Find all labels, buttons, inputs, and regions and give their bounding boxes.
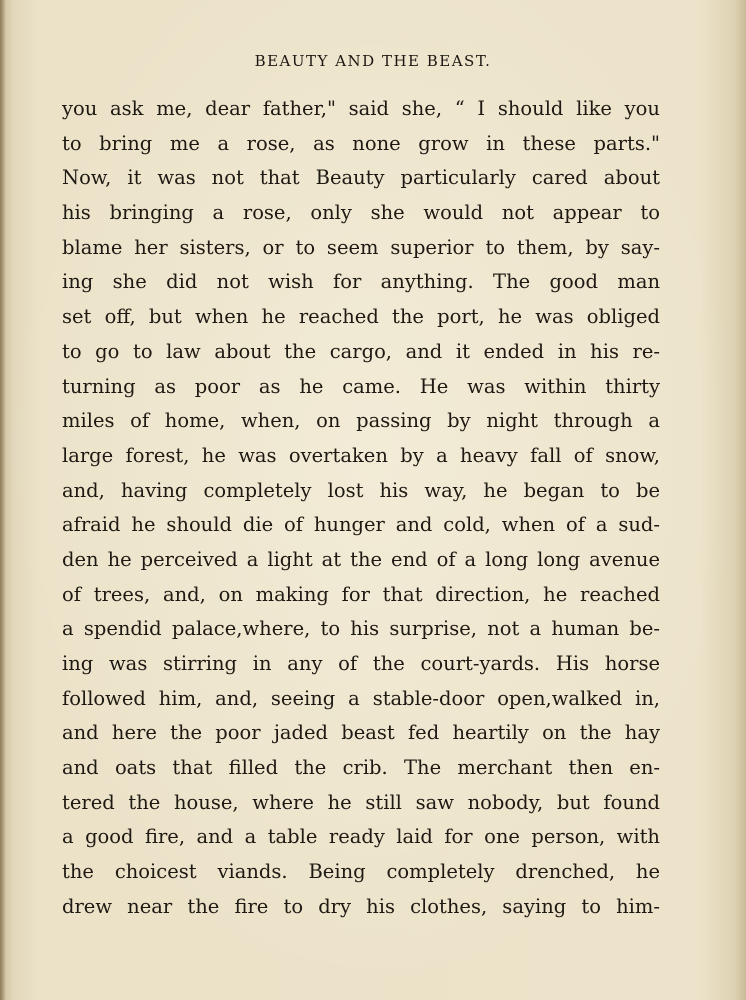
spine-shadow	[0, 0, 6, 1000]
text-line-3: Now, it was not that Beauty particularly cared about	[62, 166, 660, 190]
text-line-22: a good fire, and a table ready laid for one person, with	[62, 825, 660, 849]
text-line-16: a spendid palace,where, to his surprise, not a human be-	[62, 617, 660, 641]
text-line-17: ing was stirring in any of the court-yards. His horse	[62, 652, 660, 675]
text-line-6: ing she did not wish for anything. The good man	[62, 270, 660, 294]
text-line-10: miles of home, when, on passing by night through a	[62, 409, 660, 433]
text-line-2: to bring me a rose, as none grow in these parts."	[62, 131, 660, 155]
text-line-19: and here the poor jaded beast fed heartily on the hay	[62, 721, 660, 745]
text-line-14: den he perceived a light at the end of a long long avenue	[62, 547, 660, 571]
text-line-12: and, having completely lost his way, he began to be	[62, 478, 660, 502]
text-line-15: of trees, and, on making for that direction, he reached	[62, 582, 660, 606]
running-head: BEAUTY AND THE BEAST.	[254, 52, 492, 70]
text-line-1: you ask me, dear father," said she, “ I should like you	[62, 97, 660, 120]
text-line-23: the choicest viands. Being completely drenched, he	[62, 860, 660, 884]
text-line-8: to go to law about the cargo, and it ended in his re-	[62, 339, 660, 363]
text-line-7: set off, but when he reached the port, he was obliged	[62, 305, 660, 329]
text-line-11: large forest, he was overtaken by a heavy fall of snow,	[62, 443, 660, 467]
body-text	[62, 92, 660, 925]
text-line-4: his bringing a rose, only she would not appear to	[62, 201, 660, 225]
text-line-24: drew near the fire to dry his clothes, saying to him-	[62, 894, 660, 918]
text-line-5: blame her sisters, or to seem superior to them, by say-	[62, 235, 660, 259]
text-line-18: followed him, and, seeing a stable-door open,walked in,	[62, 686, 660, 710]
text-line-13: afraid he should die of hunger and cold, when of a sud-	[62, 513, 660, 537]
text-line-9: turning as poor as he came. He was within thirty	[62, 374, 660, 398]
text-line-21: tered the house, where he still saw nobody, but found	[62, 790, 660, 814]
text-line-20: and oats that filled the crib. The merchant then en-	[62, 756, 660, 780]
